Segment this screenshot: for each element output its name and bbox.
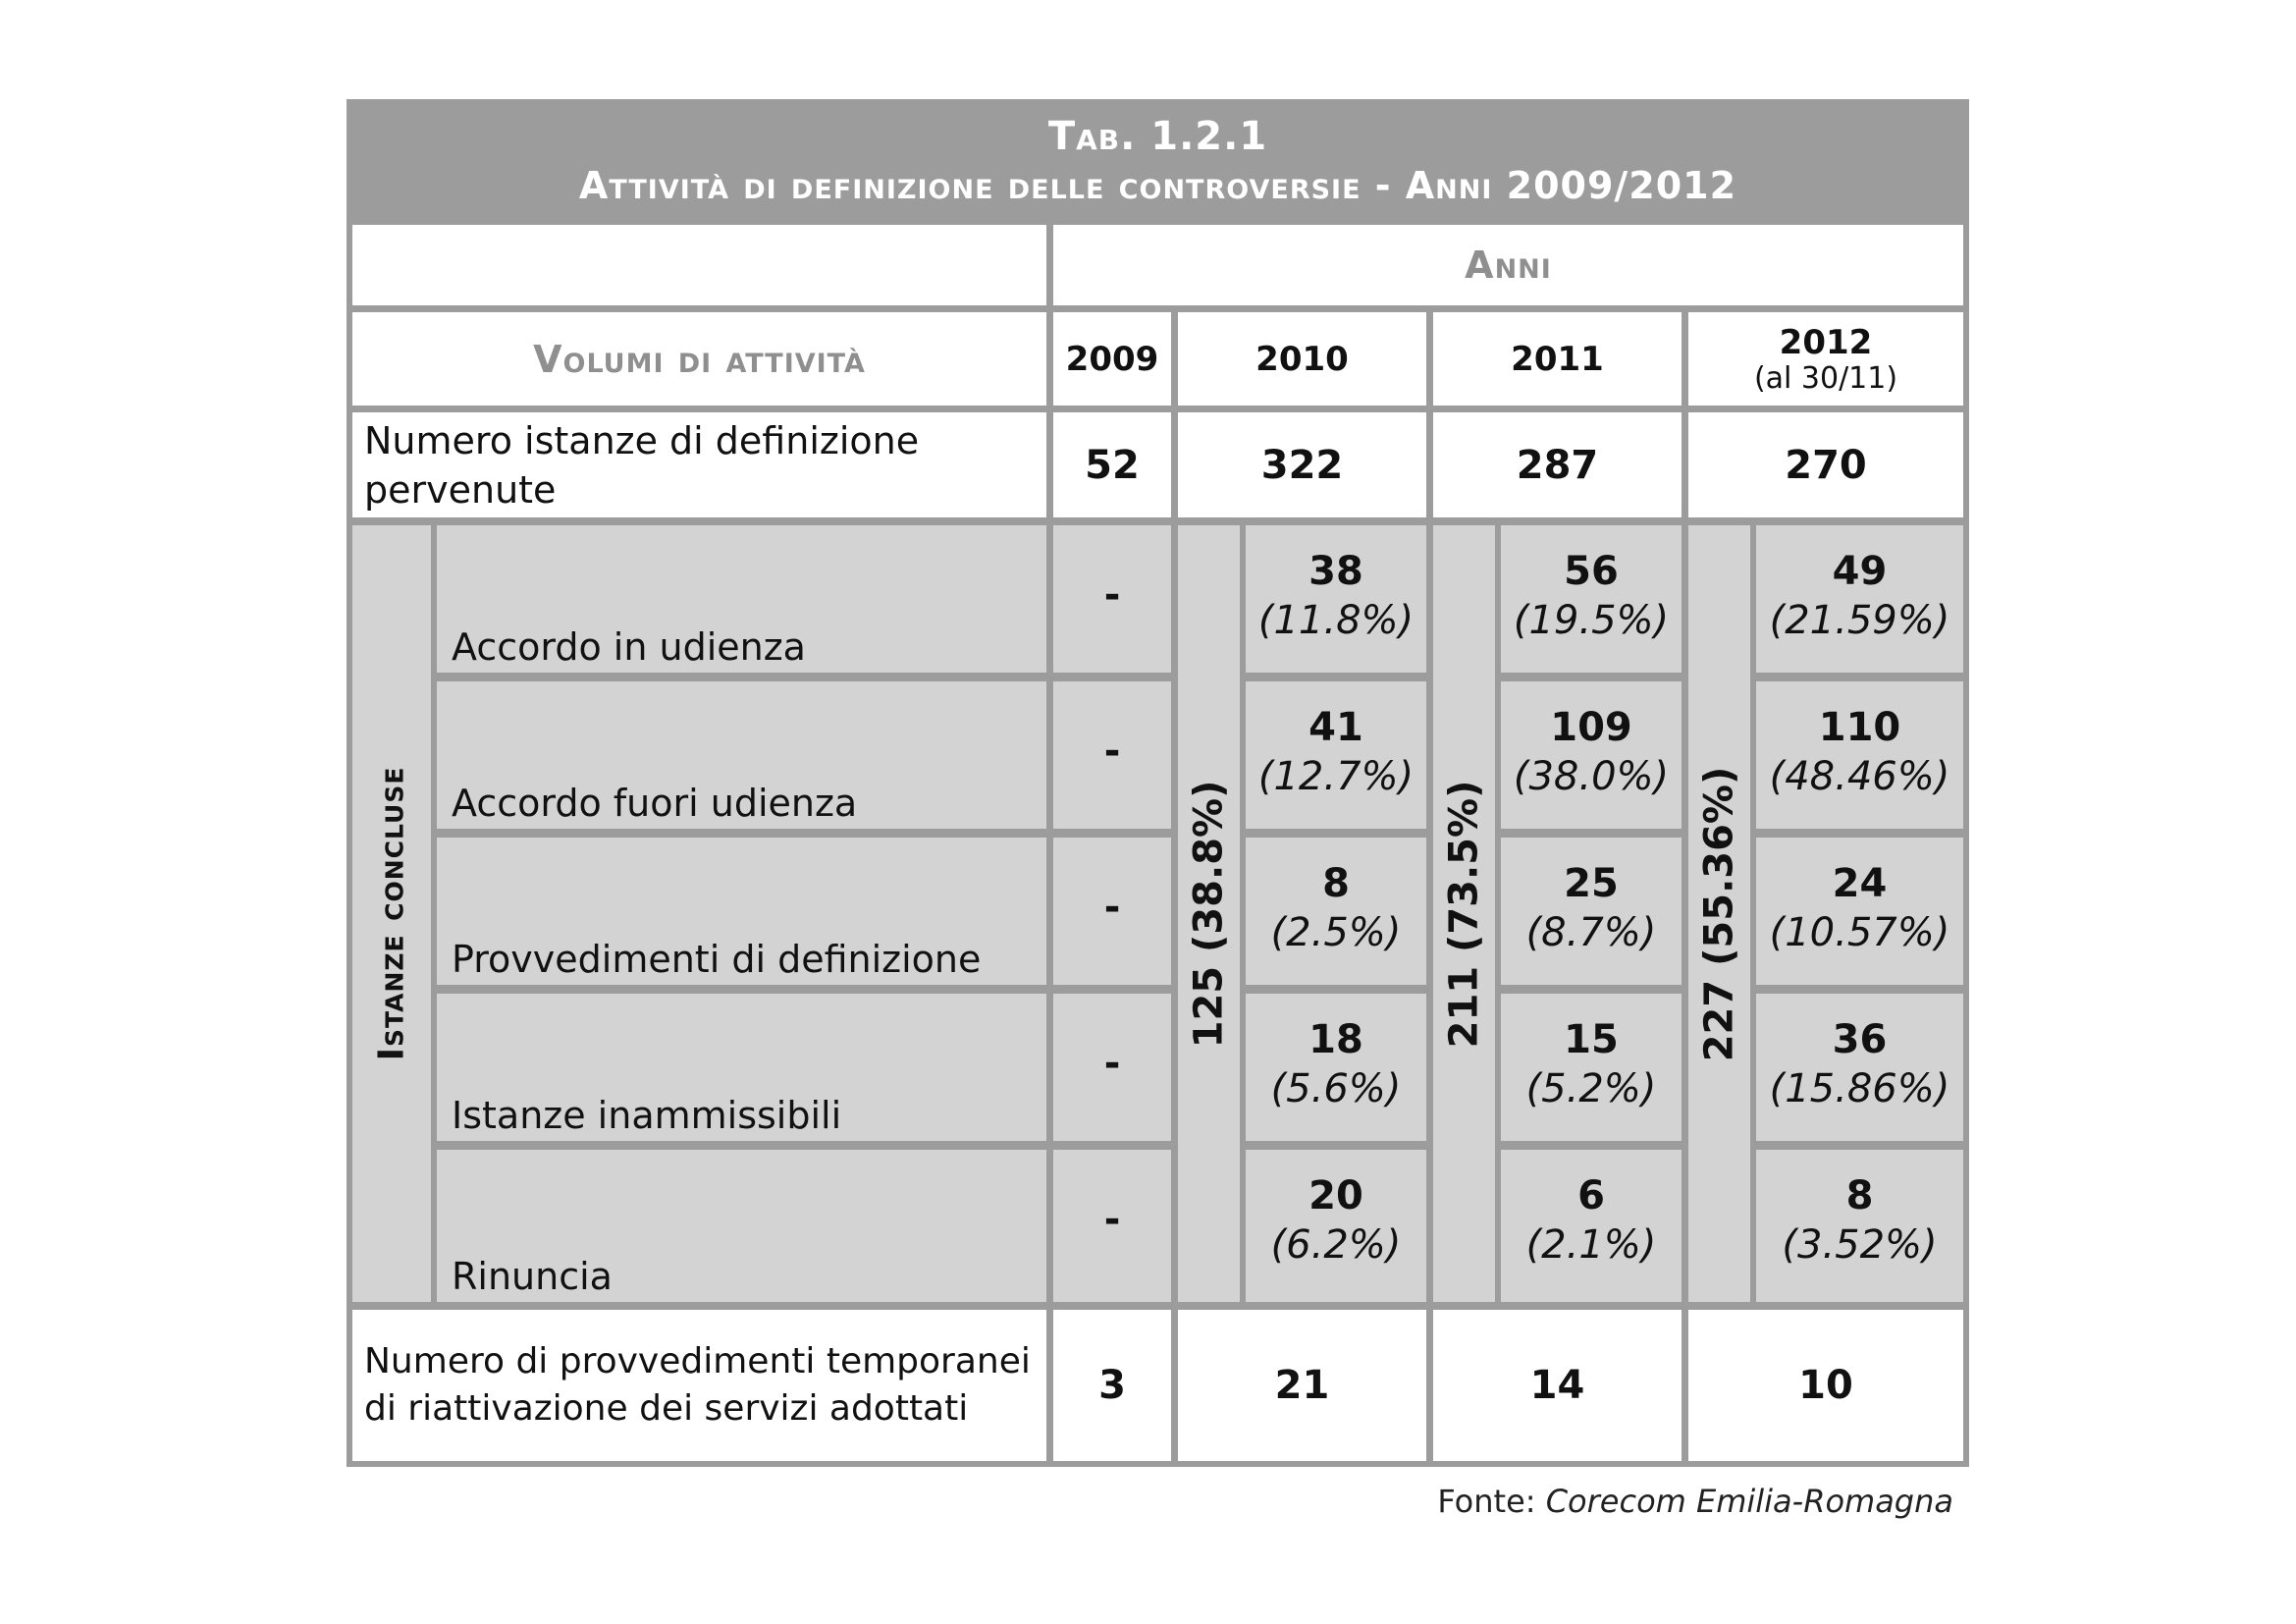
year-2011-header: 2011 bbox=[1433, 312, 1682, 406]
outcome-2010-withdrawal bbox=[1246, 1150, 1426, 1302]
outcome-2012-definition-measures bbox=[1756, 838, 1963, 985]
value-percent: (6.2%) bbox=[1270, 1222, 1402, 1268]
concluded-group-text: Istanze concluse bbox=[371, 766, 412, 1061]
year-2009-header: 2009 bbox=[1053, 312, 1171, 406]
activity-volume-header: Volumi di attività bbox=[352, 312, 1046, 406]
value-number: 8 bbox=[1845, 1173, 1874, 1218]
value-percent: (15.86%) bbox=[1769, 1066, 1950, 1111]
outcome-2010-hearing-agreement bbox=[1246, 525, 1426, 673]
value-percent: (2.5%) bbox=[1270, 910, 1402, 955]
value-number: 15 bbox=[1564, 1017, 1619, 1062]
outcome-label-withdrawal: Rinuncia bbox=[437, 1150, 1046, 1302]
concluded-total-2012-text: 227 (55.36%) bbox=[1696, 766, 1742, 1061]
value-number: 8 bbox=[1322, 861, 1350, 906]
value-percent: (8.7%) bbox=[1525, 910, 1657, 955]
value-number: 109 bbox=[1550, 705, 1632, 750]
outcome-2009-hearing-agreement: - bbox=[1053, 525, 1171, 673]
concluded-total-2012 bbox=[1688, 525, 1750, 1302]
outcome-2012-out-of-hearing bbox=[1756, 681, 1963, 829]
value-percent: (19.5%) bbox=[1513, 598, 1670, 643]
year-2012-header bbox=[1688, 312, 1963, 406]
year-2012-note: (al 30/11) bbox=[1753, 360, 1898, 396]
value-number: 49 bbox=[1832, 549, 1888, 594]
value-percent: (48.46%) bbox=[1769, 754, 1950, 799]
concluded-total-2011 bbox=[1433, 525, 1495, 1302]
outcome-label-out-of-hearing: Accordo fuori udienza bbox=[437, 681, 1046, 829]
temporary-measures-label: Numero di provvedimenti temporanei di riattivazione dei servizi adottati bbox=[352, 1310, 1046, 1461]
table-caption: Attività di definizione delle controversie - Anni 2009/2012 bbox=[578, 163, 1737, 207]
source-note bbox=[1404, 1483, 1953, 1520]
outcome-2011-inadmissible bbox=[1501, 994, 1682, 1141]
outcome-2010-inadmissible bbox=[1246, 994, 1426, 1141]
outcome-2010-definition-measures bbox=[1246, 838, 1426, 985]
value-number: 25 bbox=[1564, 861, 1619, 906]
outcome-2009-definition-measures: - bbox=[1053, 838, 1171, 985]
value-number: 20 bbox=[1308, 1173, 1363, 1218]
received-2010: 322 bbox=[1178, 412, 1426, 517]
received-2011: 287 bbox=[1433, 412, 1682, 517]
received-2009: 52 bbox=[1053, 412, 1171, 517]
year-2010-header: 2010 bbox=[1178, 312, 1426, 406]
temporary-2012: 10 bbox=[1688, 1310, 1963, 1461]
outcome-2009-withdrawal: - bbox=[1053, 1150, 1171, 1302]
outcome-label-inadmissible: Istanze inammissibili bbox=[437, 994, 1046, 1141]
table-title bbox=[347, 99, 1969, 222]
received-2012: 270 bbox=[1688, 412, 1963, 517]
value-percent: (2.1%) bbox=[1525, 1222, 1657, 1268]
value-number: 110 bbox=[1818, 705, 1901, 750]
value-number: 56 bbox=[1564, 549, 1619, 594]
outcome-2009-out-of-hearing: - bbox=[1053, 681, 1171, 829]
value-number: 24 bbox=[1832, 861, 1888, 906]
outcome-2011-hearing-agreement bbox=[1501, 525, 1682, 673]
value-percent: (3.52%) bbox=[1782, 1222, 1938, 1268]
value-number: 6 bbox=[1577, 1173, 1605, 1218]
value-percent: (10.57%) bbox=[1769, 910, 1950, 955]
concluded-total-2011-text: 211 (73.5%) bbox=[1441, 780, 1487, 1048]
outcome-2012-withdrawal bbox=[1756, 1150, 1963, 1302]
years-header: Anni bbox=[1053, 225, 1963, 305]
outcome-2012-hearing-agreement bbox=[1756, 525, 1963, 673]
outcome-2010-out-of-hearing bbox=[1246, 681, 1426, 829]
value-percent: (5.6%) bbox=[1270, 1066, 1402, 1111]
temporary-2011: 14 bbox=[1433, 1310, 1682, 1461]
outcome-2012-inadmissible bbox=[1756, 994, 1963, 1141]
data-table bbox=[347, 99, 1969, 1467]
value-percent: (38.0%) bbox=[1513, 754, 1670, 799]
source-name: Corecom Emilia-Romagna bbox=[1545, 1483, 1953, 1520]
value-percent: (21.59%) bbox=[1769, 598, 1950, 643]
value-number: 18 bbox=[1308, 1017, 1363, 1062]
value-percent: (12.7%) bbox=[1257, 754, 1415, 799]
value-percent: (5.2%) bbox=[1525, 1066, 1657, 1111]
value-number: 36 bbox=[1832, 1017, 1888, 1062]
outcome-2011-withdrawal bbox=[1501, 1150, 1682, 1302]
outcome-label-definition-measures: Provvedimenti di definizione bbox=[437, 838, 1046, 985]
outcome-2011-out-of-hearing bbox=[1501, 681, 1682, 829]
concluded-group-label bbox=[352, 525, 431, 1302]
temporary-2009: 3 bbox=[1053, 1310, 1171, 1461]
value-number: 41 bbox=[1308, 705, 1363, 750]
value-number: 38 bbox=[1308, 549, 1363, 594]
temporary-2010: 21 bbox=[1178, 1310, 1426, 1461]
source-prefix: Fonte: bbox=[1437, 1483, 1546, 1520]
year-2012-label: 2012 bbox=[1779, 322, 1873, 362]
concluded-total-2010 bbox=[1178, 525, 1240, 1302]
table-number: Tab. 1.2.1 bbox=[1047, 113, 1268, 159]
outcome-2009-inadmissible: - bbox=[1053, 994, 1171, 1141]
outcome-label-hearing-agreement: Accordo in udienza bbox=[437, 525, 1046, 673]
value-percent: (11.8%) bbox=[1257, 598, 1415, 643]
received-label: Numero istanze di definizione pervenute bbox=[352, 412, 1046, 517]
concluded-total-2010-text: 125 (38.8%) bbox=[1186, 780, 1232, 1048]
header-empty-cell bbox=[352, 225, 1046, 305]
outcome-2011-definition-measures bbox=[1501, 838, 1682, 985]
